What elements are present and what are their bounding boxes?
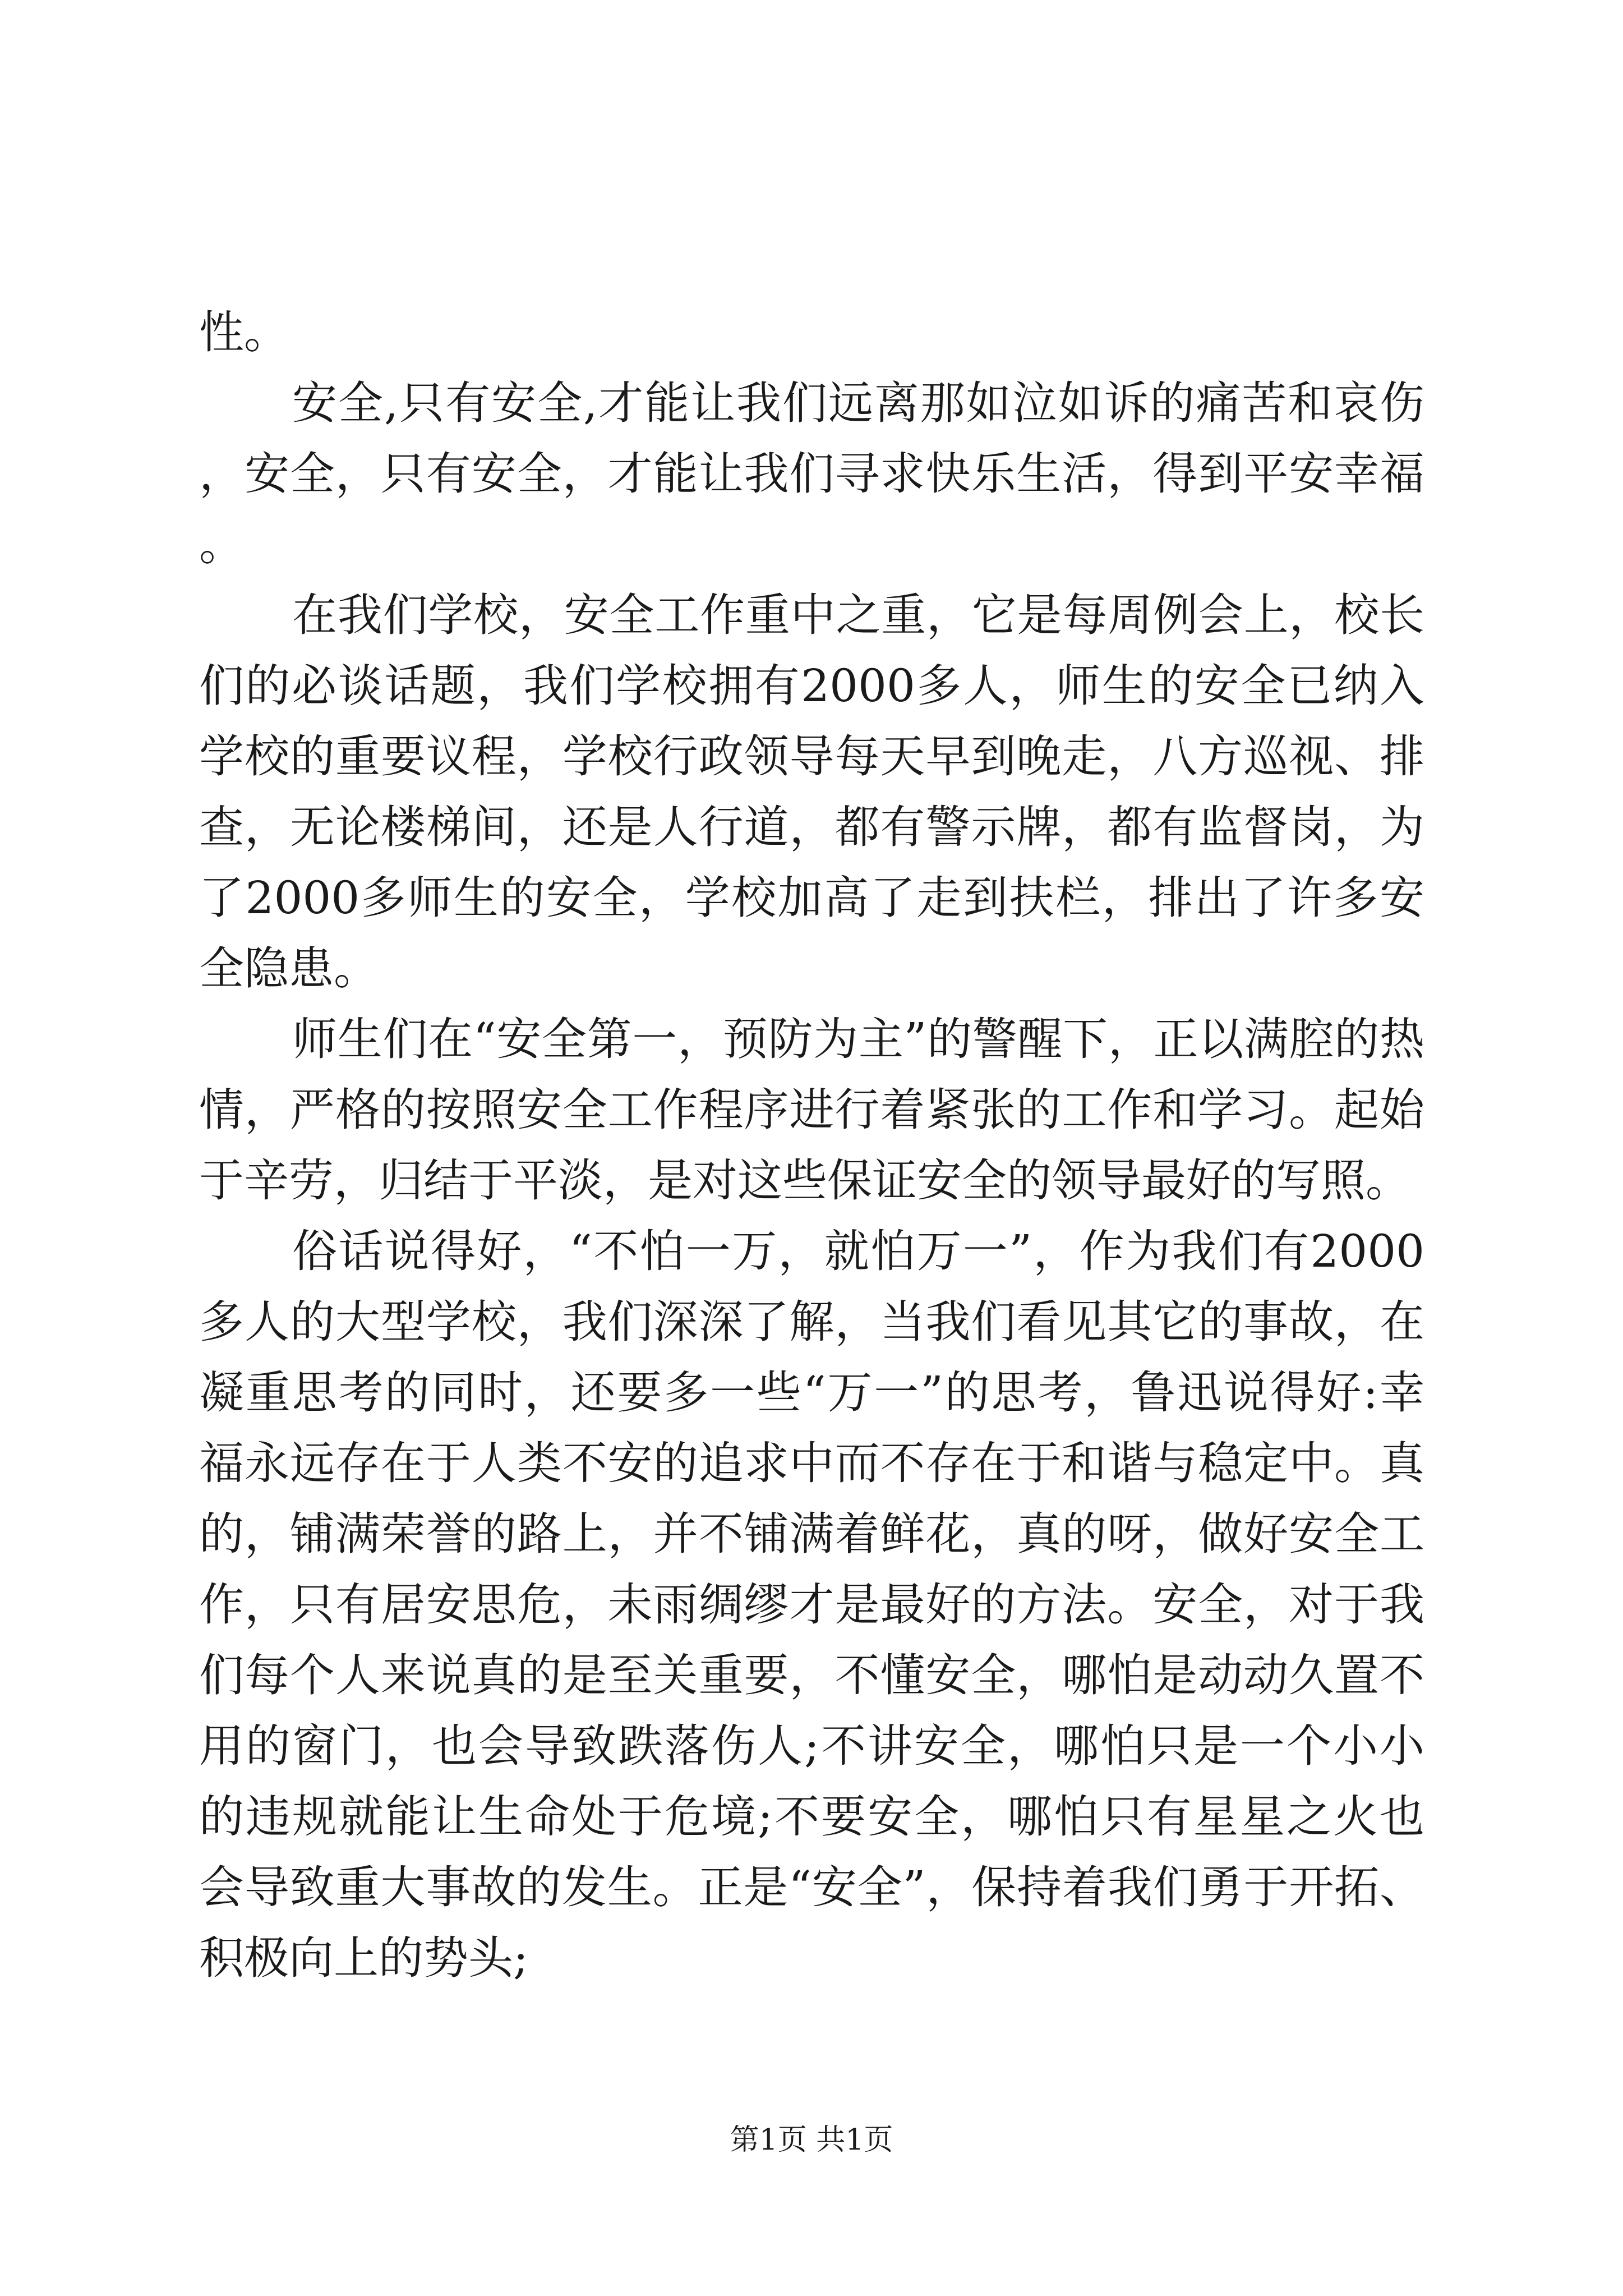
paragraph-3: 在我们学校，安全工作重中之重，它是每周例会上，校长们的必谈话题，我们学校拥有2000多人，师生的安全已纳入学校的重要议程，学校行政领导每天早到晚走，八方巡视、排查，无论楼梯间，还是人行道，都有警示牌，都有监督岗，为了2000多师生的安全，学校加高了走到扶栏，排出了许多安全隐患。 [199,589,1424,995]
document-body [199,297,1424,1994]
paragraph-1: 性。 [199,306,289,358]
paragraph-2: 安全,只有安全,才能让我们远离那如泣如诉的痛苦和哀伤，安全，只有安全，才能让我们寻求快乐生活，得到平安幸福。 [199,377,1424,570]
page-footer [0,2120,1623,2160]
paragraph-4: 师生们在“安全第一，预防为主”的警醒下，正以满腔的热情，严格的按照安全工作程序进行着紧张的工作和学习。起始于辛劳，归结于平淡，是对这些保证安全的领导最好的写照。 [199,1013,1424,1207]
paragraph-5: 俗话说得好，“不怕一万，就怕万一”，作为我们有2000多人的大型学校，我们深深了解，当我们看见其它的事故，在凝重思考的同时，还要多一些“万一”的思考，鲁迅说得好:幸福永远存在于人类不安的追求中而不存在于和谐与稳定中。真的，铺满荣誉的路上，并不铺满着鲜花，真的呀，做好安全工作，只有居安思危，未雨绸缪才是最好的方法。安全，对于我们每个人来说真的是至关重要，不懂安全，哪怕是动动久置不用的窗门，也会导致跌落伤人;不讲安全，哪怕只是一个小小的违规就能让生命处于危境;不要安全，哪怕只有星星之火也会导致重大事故的发生。正是“安全”，保持着我们勇于开拓、积极向上的势头; [199,1225,1424,1984]
page-number-label: 第1页 共1页 [730,2123,893,2157]
